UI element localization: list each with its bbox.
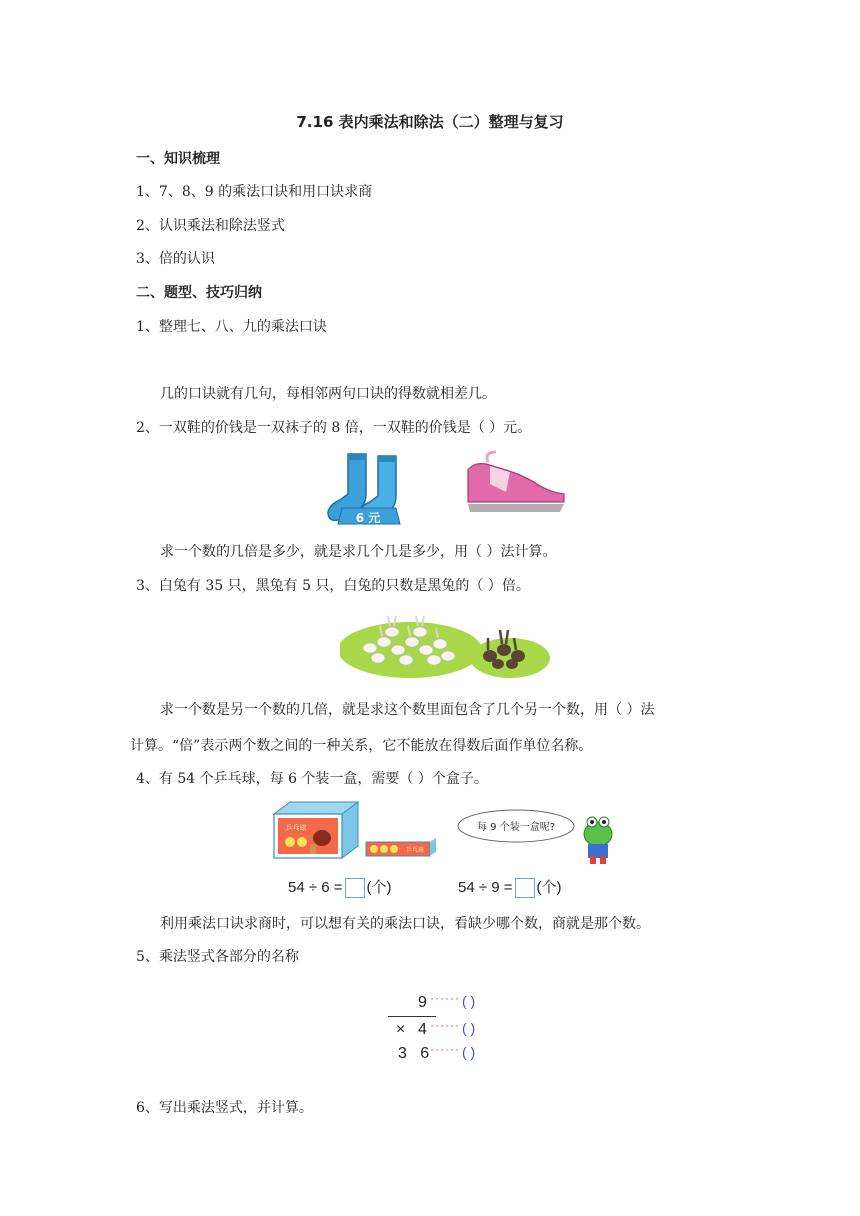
- question-1-note: 几的口诀就有几句，每相邻两句口诀的得数就相差几。: [160, 386, 496, 402]
- multiplier-dots: ······: [430, 1018, 460, 1032]
- question-3: 3、白兔有 35 只，黑兔有 5 只，白兔的只数是黑兔的（ ）倍。: [136, 578, 530, 594]
- multiplicand-blank[interactable]: ( ): [462, 993, 476, 1009]
- small-box-icon: [366, 838, 436, 856]
- question-1: 1、整理七、八、九的乘法口诀: [136, 319, 327, 335]
- price-tag-label: 6 元: [355, 511, 381, 525]
- knowledge-item-3: 3、倍的认识: [136, 251, 215, 267]
- price-tag: [338, 508, 400, 525]
- product: 3 6: [398, 1045, 430, 1062]
- knowledge-item-1: 1、7、8、9 的乘法口诀和用口诀求商: [136, 184, 373, 200]
- big-box-icon: [274, 802, 358, 858]
- speech-bubble: [458, 810, 574, 842]
- knowledge-item-2: 2、认识乘法和除法竖式: [136, 218, 285, 234]
- rabbits-illustration: [340, 602, 550, 682]
- multiply-sign: ×: [396, 1021, 406, 1038]
- equation-1-left: 54 ÷ 6 =: [288, 879, 343, 896]
- question-3-note-line2: 计算。“倍”表示两个数之间的一种关系，它不能放在得数后面作单位名称。: [130, 738, 593, 754]
- small-box-label: 乒乓球: [405, 847, 425, 854]
- question-3-note-line1: 求一个数是另一个数的几倍，就是求这个数里面包含了几个另一个数，用（ ）法: [160, 702, 655, 718]
- equation-2-left: 54 ÷ 9 =: [458, 879, 513, 896]
- ping-pong-illustration: [270, 798, 620, 868]
- big-box-label: 乒乓球: [285, 824, 307, 832]
- multiplicand-dots: ······: [430, 991, 460, 1005]
- multiplicand: 9: [418, 994, 427, 1011]
- white-rabbits-grass: [340, 622, 482, 678]
- question-2: 2、一双鞋的价钱是一双袜子的 8 倍，一双鞋的价钱是（ ）元。: [136, 420, 532, 436]
- spacer: [388, 1040, 436, 1041]
- equation-2: [458, 876, 562, 898]
- section1-heading: 一、知识梳理: [136, 151, 220, 167]
- shoes-icon: [468, 452, 564, 512]
- product-blank[interactable]: ( ): [462, 1044, 476, 1060]
- equation-2-unit: (个): [536, 879, 562, 896]
- question-4-note: 利用乘法口诀求商时，可以想有关的乘法口诀，看缺少哪个数，商就是那个数。: [160, 916, 650, 932]
- page-title: 7.16 表内乘法和除法（二）整理与复习: [296, 113, 564, 131]
- question-5: 5、乘法竖式各部分的名称: [136, 949, 299, 965]
- section2-heading: 二、题型、技巧归纳: [136, 285, 262, 301]
- question-4: 4、有 54 个乒乓球，每 6 个装一盒，需要（ ）个盒子。: [136, 771, 488, 787]
- equation-1-answer-box[interactable]: [345, 878, 365, 898]
- equation-1: [288, 876, 392, 898]
- frog-icon: [584, 817, 612, 864]
- speech-text: 每 9 个装一盒呢?: [476, 822, 556, 833]
- question-2-note: 求一个数的几倍是多少，就是求几个几是多少，用（ ）法计算。: [160, 544, 557, 560]
- multiplier-blank[interactable]: ( ): [462, 1020, 476, 1036]
- socks-shoes-illustration: [318, 446, 568, 534]
- equation-2-answer-box[interactable]: [515, 878, 535, 898]
- product-dots: ······: [430, 1042, 460, 1056]
- equation-1-unit: (个): [366, 879, 392, 896]
- vertical-divider-line: [388, 1016, 436, 1017]
- question-6: 6、写出乘法竖式，并计算。: [136, 1100, 313, 1116]
- multiplier: 4: [418, 1021, 427, 1038]
